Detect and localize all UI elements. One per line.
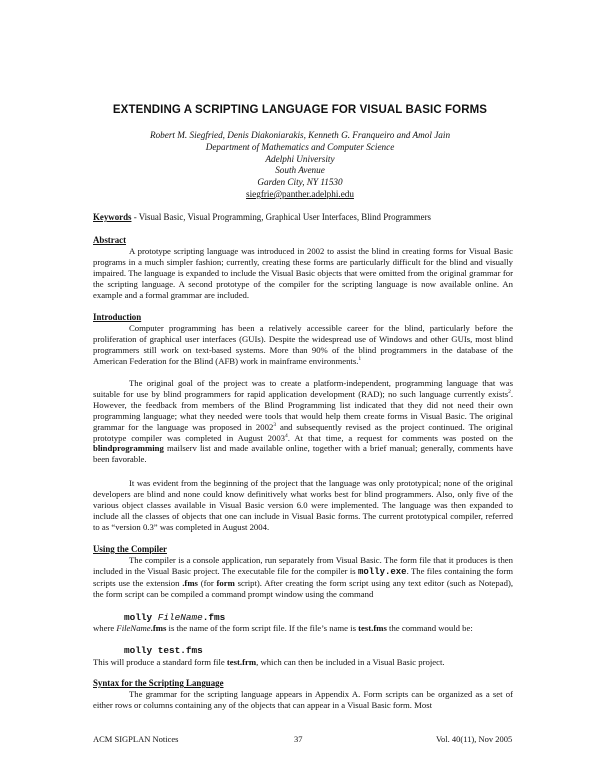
using-compiler-paragraph-2: where FileName.fms is the name of the form script file. If the file’s name is test.fms the command would be:: [93, 623, 473, 633]
street-address: South Avenue: [275, 165, 325, 176]
keywords-line: [93, 212, 513, 222]
city-address: Garden City, NY 11530: [257, 177, 343, 188]
syntax-heading: Syntax for the Scripting Language: [93, 678, 224, 688]
university: Adelphi University: [265, 153, 335, 164]
author-names: Robert M. Siegfried, Denis Diakoniarakis, Kenneth G. Franqueiro and Amol Jain: [149, 130, 451, 140]
using-compiler-paragraph-1: The compiler is a console application, run separately from Visual Basic. The form file that it produces is then included in the Visual Basic project. The executable file for the compiler is molly.exe. The files containing the form scripts use the extension .fms (for form script). After creating the form script using any text editor (such as Notepad), the form script can be compiled a command prompt window using the command: [93, 555, 514, 599]
department: Department of Mathematics and Computer Science: [205, 141, 395, 152]
keywords-label: Keywords: [93, 212, 132, 222]
footer-page-number: 37: [294, 734, 303, 744]
paper-title: EXTENDING A SCRIPTING LANGUAGE FOR VISUAL BASIC FORMS: [112, 104, 488, 116]
introduction-paragraph-3: It was evident from the beginning of the project that the language was only prototypical; none of the original developers are blind and none could know definitively what works best for blind programmers. Also, only five of the various object classes available in Visual Basic version 6.0 were implemented. The language was then expanded to include all the classes of objects that one can include in Visual Basic forms. The current prototypical compiler, referred to as “version 0.3” was completed in August 2004.: [93, 478, 513, 532]
footer-journal: ACM SIGPLAN Notices: [93, 734, 179, 744]
footer-volume: Vol. 40(11), Nov 2005: [436, 734, 513, 744]
email-link[interactable]: siegfrie@panther.adelphi.edu: [246, 188, 354, 199]
introduction-paragraph-2: The original goal of the project was to create a platform-independent, programming language that was suitable for use by blind programmers for rapid application development (RAD); no such language currently exists$^2$. However, the feedback from members of the Blind Programming list indicated that they did not need their own programming language; what they needed were tools that would help them create forms in Visual Basic. The original grammar for the language was proposed in 2002$^3$ and subsequently revised as the project continued. The original prototype compiler was completed in August 2003$^4$. At that time, a request for comments was posted on the blindprogramming mailserv list and made available online, together with a brief manual; generally, comments have been favorable.: [93, 378, 513, 465]
code-example-2: molly test.fms: [124, 645, 203, 656]
introduction-paragraph-1: Computer programming has been a relatively accessible career for the blind, particularly before the proliferation of graphical user interfaces (GUIs). Despite the widespread use of Windows and other GUIs, most blind programmers still work on text-based systems. More than 90% of the blind programmers in the database of the American Federation for the Blind (AFB) work in mainframe environments.$^1$: [93, 323, 513, 366]
using-compiler-paragraph-3: This will produce a standard form file test.frm, which can then be included in a Visual Basic project.: [93, 657, 445, 667]
abstract-paragraph: A prototype scripting language was introduced in 2002 to assist the blind in creating forms for Visual Basic programs in a much simpler fashion; currently, creating these forms are particularly difficult for the blind and visually impaired. The language is expanded to include the Visual Basic objects that were omitted from the original grammar for the scripting language. A second prototype of the compiler for the scripting language is now available online. An example and a formal grammar are included.: [93, 246, 513, 300]
code-example-1: molly FileName.fms: [124, 612, 226, 623]
syntax-paragraph-1: The grammar for the scripting language appears in Appendix A. Form scripts can be organized as a set of either rows or columns containing any of the objects that can appear in a Visual Basic form. Most: [93, 689, 513, 710]
abstract-heading: Abstract: [93, 235, 127, 245]
introduction-heading: Introduction: [93, 312, 142, 322]
using-compiler-heading: Using the Compiler: [93, 544, 167, 554]
keywords-text: - Visual Basic, Visual Programming, Graphical User Interfaces, Blind Programmers: [131, 212, 432, 222]
author-block: [0, 130, 600, 201]
